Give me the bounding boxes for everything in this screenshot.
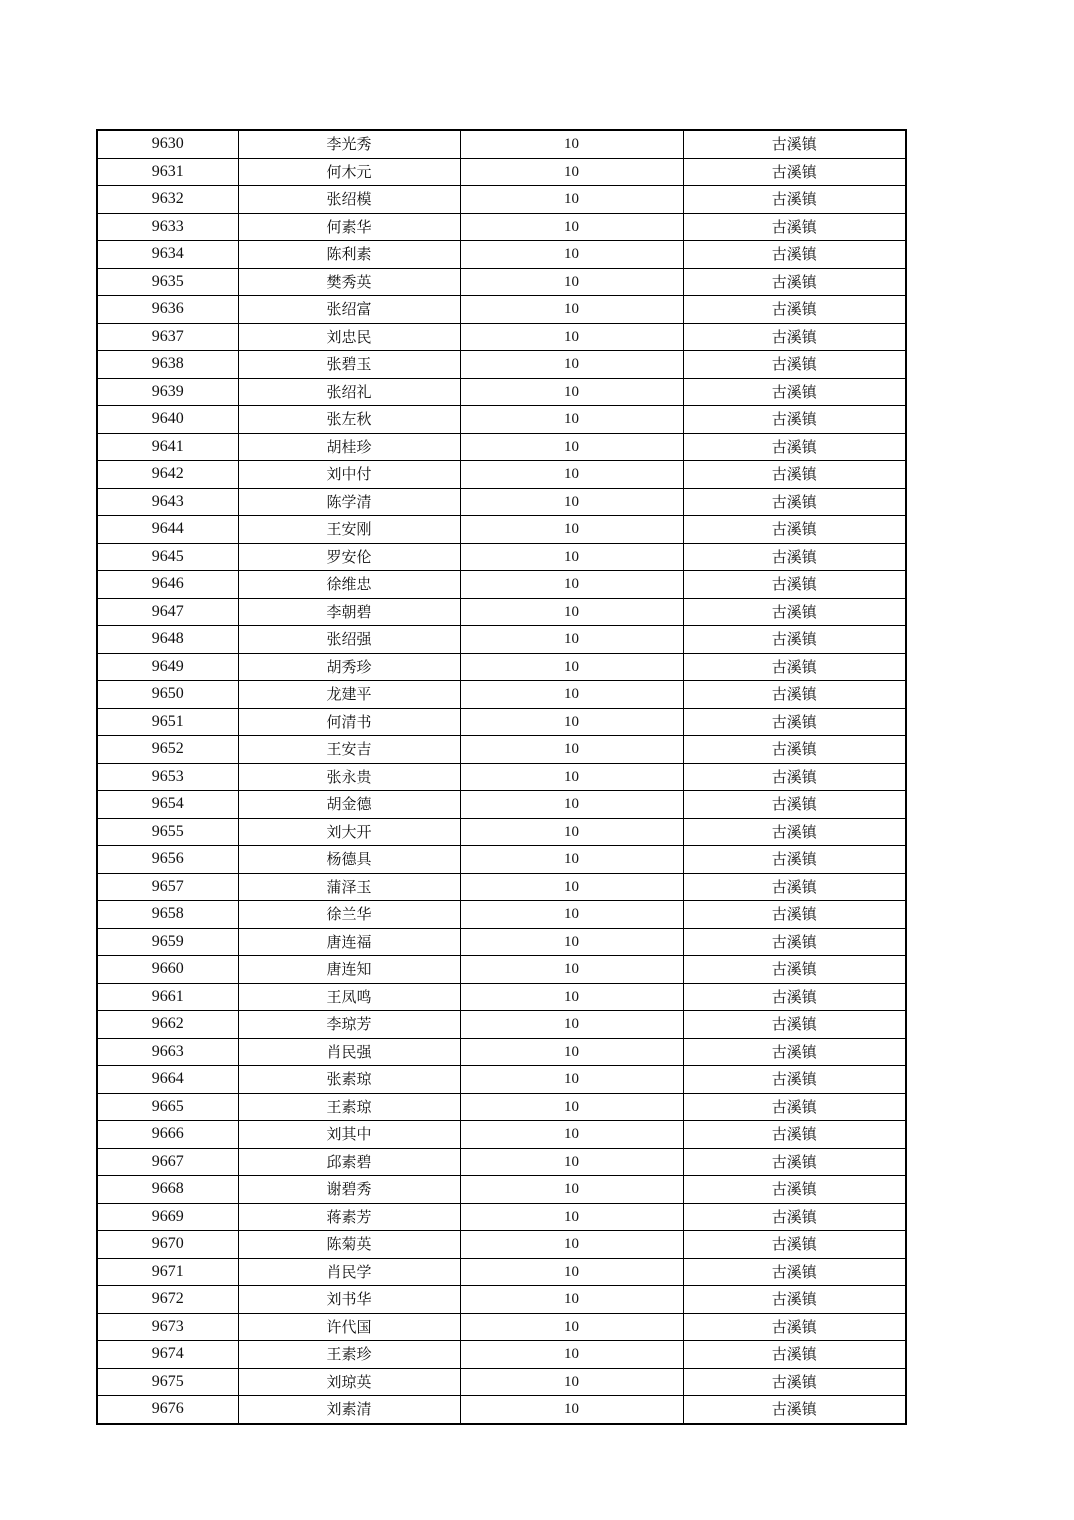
cell-count: 10 (460, 516, 683, 544)
table-row (97, 268, 906, 296)
cell-name: 刘其中 (238, 1121, 460, 1149)
cell-name: 龙建平 (238, 681, 460, 709)
cell-count: 10 (460, 1396, 683, 1424)
cell-town: 古溪镇 (683, 1148, 906, 1176)
cell-name: 樊秀英 (238, 268, 460, 296)
cell-count: 10 (460, 571, 683, 599)
cell-town: 古溪镇 (683, 983, 906, 1011)
table-row (97, 1148, 906, 1176)
cell-name: 张素琼 (238, 1066, 460, 1094)
table-row (97, 681, 906, 709)
cell-id: 9632 (97, 186, 238, 214)
cell-count: 10 (460, 1066, 683, 1094)
cell-name: 张绍富 (238, 296, 460, 324)
cell-count: 10 (460, 1341, 683, 1369)
cell-id: 9631 (97, 158, 238, 186)
cell-id: 9671 (97, 1258, 238, 1286)
cell-town: 古溪镇 (683, 461, 906, 489)
cell-name: 胡桂珍 (238, 433, 460, 461)
cell-count: 10 (460, 351, 683, 379)
cell-town: 古溪镇 (683, 653, 906, 681)
table-row (97, 461, 906, 489)
table-row (97, 213, 906, 241)
cell-town: 古溪镇 (683, 433, 906, 461)
table-row (97, 516, 906, 544)
table-row (97, 406, 906, 434)
cell-id: 9674 (97, 1341, 238, 1369)
cell-count: 10 (460, 846, 683, 874)
cell-town: 古溪镇 (683, 406, 906, 434)
cell-id: 9665 (97, 1093, 238, 1121)
cell-town: 古溪镇 (683, 296, 906, 324)
cell-name: 邱素碧 (238, 1148, 460, 1176)
cell-id: 9659 (97, 928, 238, 956)
cell-count: 10 (460, 598, 683, 626)
cell-town: 古溪镇 (683, 571, 906, 599)
cell-id: 9645 (97, 543, 238, 571)
cell-name: 张绍礼 (238, 378, 460, 406)
cell-id: 9672 (97, 1286, 238, 1314)
cell-count: 10 (460, 928, 683, 956)
cell-count: 10 (460, 1176, 683, 1204)
table-row (97, 818, 906, 846)
cell-town: 古溪镇 (683, 241, 906, 269)
cell-town: 古溪镇 (683, 791, 906, 819)
table-row (97, 1313, 906, 1341)
table-row (97, 1396, 906, 1424)
cell-name: 徐兰华 (238, 901, 460, 929)
cell-count: 10 (460, 708, 683, 736)
cell-count: 10 (460, 1148, 683, 1176)
cell-town: 古溪镇 (683, 1313, 906, 1341)
cell-count: 10 (460, 653, 683, 681)
table-body (97, 130, 906, 1424)
cell-id: 9651 (97, 708, 238, 736)
cell-town: 古溪镇 (683, 956, 906, 984)
cell-count: 10 (460, 736, 683, 764)
cell-id: 9654 (97, 791, 238, 819)
cell-town: 古溪镇 (683, 818, 906, 846)
cell-id: 9667 (97, 1148, 238, 1176)
cell-name: 陈菊英 (238, 1231, 460, 1259)
table-row (97, 296, 906, 324)
cell-town: 古溪镇 (683, 158, 906, 186)
cell-town: 古溪镇 (683, 488, 906, 516)
cell-town: 古溪镇 (683, 186, 906, 214)
cell-count: 10 (460, 461, 683, 489)
cell-count: 10 (460, 158, 683, 186)
cell-count: 10 (460, 433, 683, 461)
cell-name: 刘琼英 (238, 1368, 460, 1396)
cell-town: 古溪镇 (683, 736, 906, 764)
cell-name: 谢碧秀 (238, 1176, 460, 1204)
cell-id: 9652 (97, 736, 238, 764)
cell-id: 9662 (97, 1011, 238, 1039)
cell-count: 10 (460, 983, 683, 1011)
cell-town: 古溪镇 (683, 351, 906, 379)
cell-count: 10 (460, 681, 683, 709)
table-row (97, 1368, 906, 1396)
cell-id: 9675 (97, 1368, 238, 1396)
cell-name: 李光秀 (238, 130, 460, 158)
cell-name: 罗安伦 (238, 543, 460, 571)
cell-town: 古溪镇 (683, 1038, 906, 1066)
cell-name: 蒋素芳 (238, 1203, 460, 1231)
cell-count: 10 (460, 488, 683, 516)
cell-name: 刘素清 (238, 1396, 460, 1424)
cell-name: 唐连知 (238, 956, 460, 984)
cell-count: 10 (460, 1121, 683, 1149)
cell-count: 10 (460, 1203, 683, 1231)
table-row (97, 1011, 906, 1039)
cell-name: 何素华 (238, 213, 460, 241)
cell-id: 9663 (97, 1038, 238, 1066)
cell-name: 张碧玉 (238, 351, 460, 379)
cell-town: 古溪镇 (683, 1286, 906, 1314)
cell-town: 古溪镇 (683, 516, 906, 544)
cell-id: 9644 (97, 516, 238, 544)
cell-count: 10 (460, 818, 683, 846)
cell-count: 10 (460, 873, 683, 901)
cell-town: 古溪镇 (683, 928, 906, 956)
table-row (97, 1176, 906, 1204)
cell-name: 蒲泽玉 (238, 873, 460, 901)
cell-town: 古溪镇 (683, 213, 906, 241)
table-row (97, 1231, 906, 1259)
cell-name: 李朝碧 (238, 598, 460, 626)
cell-town: 古溪镇 (683, 268, 906, 296)
cell-town: 古溪镇 (683, 1231, 906, 1259)
cell-id: 9636 (97, 296, 238, 324)
cell-name: 胡金德 (238, 791, 460, 819)
cell-name: 杨德具 (238, 846, 460, 874)
cell-count: 10 (460, 763, 683, 791)
cell-name: 陈利素 (238, 241, 460, 269)
cell-town: 古溪镇 (683, 1258, 906, 1286)
cell-name: 刘中付 (238, 461, 460, 489)
cell-id: 9673 (97, 1313, 238, 1341)
table-row (97, 736, 906, 764)
cell-town: 古溪镇 (683, 1011, 906, 1039)
cell-id: 9648 (97, 626, 238, 654)
cell-count: 10 (460, 213, 683, 241)
cell-name: 肖民学 (238, 1258, 460, 1286)
table-row (97, 1066, 906, 1094)
cell-count: 10 (460, 543, 683, 571)
cell-id: 9635 (97, 268, 238, 296)
cell-count: 10 (460, 1313, 683, 1341)
table-row (97, 1093, 906, 1121)
cell-id: 9650 (97, 681, 238, 709)
cell-count: 10 (460, 626, 683, 654)
cell-town: 古溪镇 (683, 1341, 906, 1369)
table-row (97, 543, 906, 571)
cell-id: 9640 (97, 406, 238, 434)
cell-id: 9634 (97, 241, 238, 269)
cell-town: 古溪镇 (683, 681, 906, 709)
data-table (96, 129, 907, 1425)
cell-id: 9658 (97, 901, 238, 929)
cell-count: 10 (460, 323, 683, 351)
cell-name: 王素琼 (238, 1093, 460, 1121)
cell-count: 10 (460, 1011, 683, 1039)
table-row (97, 956, 906, 984)
table-row (97, 1038, 906, 1066)
table-row (97, 186, 906, 214)
cell-count: 10 (460, 406, 683, 434)
table-row (97, 873, 906, 901)
cell-town: 古溪镇 (683, 873, 906, 901)
table-row (97, 653, 906, 681)
cell-name: 张左秋 (238, 406, 460, 434)
cell-id: 9633 (97, 213, 238, 241)
table-row (97, 323, 906, 351)
cell-name: 肖民强 (238, 1038, 460, 1066)
table-row (97, 708, 906, 736)
cell-id: 9668 (97, 1176, 238, 1204)
table-row (97, 901, 906, 929)
cell-count: 10 (460, 296, 683, 324)
cell-id: 9637 (97, 323, 238, 351)
cell-id: 9661 (97, 983, 238, 1011)
cell-name: 刘大开 (238, 818, 460, 846)
table-row (97, 763, 906, 791)
cell-count: 10 (460, 956, 683, 984)
cell-town: 古溪镇 (683, 1396, 906, 1424)
cell-count: 10 (460, 1231, 683, 1259)
cell-id: 9642 (97, 461, 238, 489)
cell-town: 古溪镇 (683, 626, 906, 654)
cell-id: 9655 (97, 818, 238, 846)
cell-count: 10 (460, 1368, 683, 1396)
cell-name: 张绍模 (238, 186, 460, 214)
cell-name: 张永贵 (238, 763, 460, 791)
table-row (97, 1258, 906, 1286)
cell-name: 陈学清 (238, 488, 460, 516)
table-row (97, 846, 906, 874)
table-row (97, 791, 906, 819)
table-row (97, 488, 906, 516)
cell-town: 古溪镇 (683, 1176, 906, 1204)
table-row (97, 1203, 906, 1231)
cell-id: 9638 (97, 351, 238, 379)
cell-town: 古溪镇 (683, 846, 906, 874)
table-row (97, 928, 906, 956)
cell-id: 9656 (97, 846, 238, 874)
cell-town: 古溪镇 (683, 708, 906, 736)
cell-name: 许代国 (238, 1313, 460, 1341)
cell-name: 刘忠民 (238, 323, 460, 351)
cell-count: 10 (460, 1286, 683, 1314)
cell-town: 古溪镇 (683, 901, 906, 929)
cell-town: 古溪镇 (683, 378, 906, 406)
cell-name: 王素珍 (238, 1341, 460, 1369)
cell-town: 古溪镇 (683, 1121, 906, 1149)
cell-id: 9666 (97, 1121, 238, 1149)
cell-name: 徐维忠 (238, 571, 460, 599)
cell-id: 9657 (97, 873, 238, 901)
cell-town: 古溪镇 (683, 763, 906, 791)
cell-id: 9669 (97, 1203, 238, 1231)
cell-count: 10 (460, 268, 683, 296)
cell-name: 王凤鸣 (238, 983, 460, 1011)
cell-count: 10 (460, 901, 683, 929)
table-row (97, 1341, 906, 1369)
cell-count: 10 (460, 1038, 683, 1066)
cell-name: 李琼芳 (238, 1011, 460, 1039)
cell-count: 10 (460, 1093, 683, 1121)
cell-count: 10 (460, 186, 683, 214)
table-row (97, 378, 906, 406)
table-row (97, 241, 906, 269)
table-row (97, 626, 906, 654)
cell-name: 张绍强 (238, 626, 460, 654)
cell-town: 古溪镇 (683, 1093, 906, 1121)
table-row (97, 158, 906, 186)
cell-town: 古溪镇 (683, 130, 906, 158)
table-row (97, 433, 906, 461)
cell-count: 10 (460, 130, 683, 158)
cell-id: 9641 (97, 433, 238, 461)
cell-town: 古溪镇 (683, 543, 906, 571)
cell-count: 10 (460, 378, 683, 406)
cell-id: 9653 (97, 763, 238, 791)
cell-name: 刘书华 (238, 1286, 460, 1314)
table-row (97, 983, 906, 1011)
cell-id: 9646 (97, 571, 238, 599)
cell-id: 9676 (97, 1396, 238, 1424)
cell-town: 古溪镇 (683, 1066, 906, 1094)
cell-name: 王安刚 (238, 516, 460, 544)
cell-id: 9670 (97, 1231, 238, 1259)
cell-id: 9647 (97, 598, 238, 626)
cell-name: 胡秀珍 (238, 653, 460, 681)
cell-id: 9639 (97, 378, 238, 406)
table-row (97, 1286, 906, 1314)
cell-name: 王安吉 (238, 736, 460, 764)
cell-id: 9660 (97, 956, 238, 984)
cell-name: 何清书 (238, 708, 460, 736)
table-row (97, 351, 906, 379)
table-row (97, 598, 906, 626)
cell-name: 何木元 (238, 158, 460, 186)
cell-name: 唐连福 (238, 928, 460, 956)
cell-town: 古溪镇 (683, 598, 906, 626)
table-row (97, 130, 906, 158)
cell-id: 9649 (97, 653, 238, 681)
cell-id: 9630 (97, 130, 238, 158)
cell-town: 古溪镇 (683, 323, 906, 351)
cell-id: 9643 (97, 488, 238, 516)
cell-town: 古溪镇 (683, 1203, 906, 1231)
cell-count: 10 (460, 791, 683, 819)
table-row (97, 1121, 906, 1149)
table-row (97, 571, 906, 599)
cell-id: 9664 (97, 1066, 238, 1094)
cell-count: 10 (460, 1258, 683, 1286)
cell-town: 古溪镇 (683, 1368, 906, 1396)
cell-count: 10 (460, 241, 683, 269)
